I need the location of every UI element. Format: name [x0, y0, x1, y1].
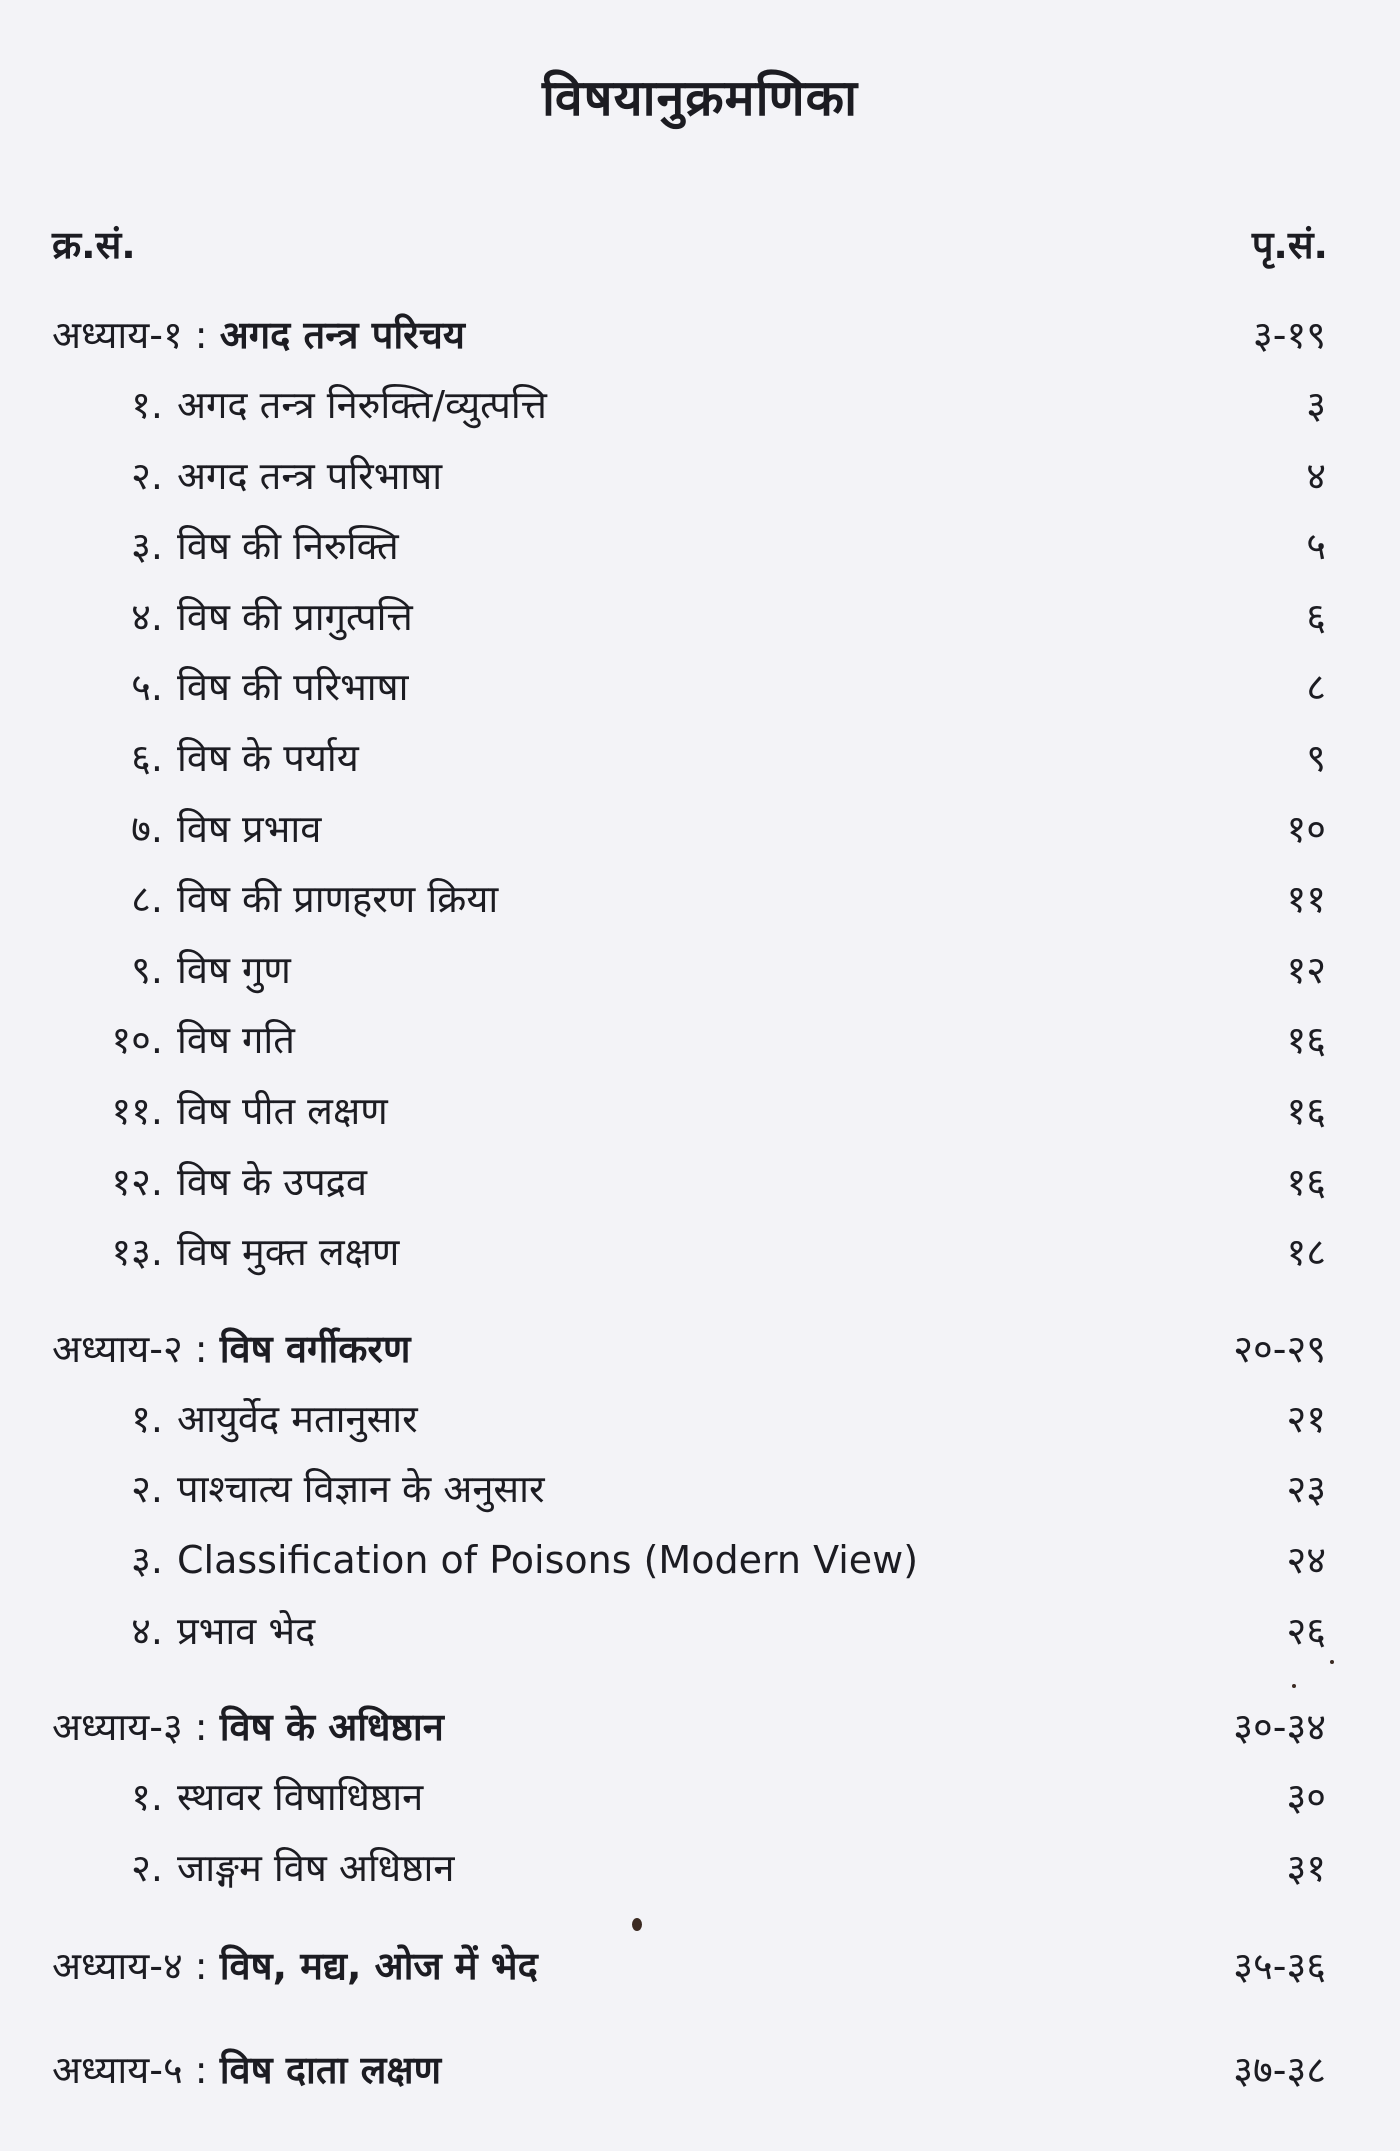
entry-number: २.: [131, 453, 163, 498]
spacer: [208, 2048, 220, 2092]
entry-page-number: ४: [1306, 453, 1326, 498]
entry-page-number: १२: [1286, 947, 1326, 992]
toc-entry: [0, 935, 1400, 1006]
table-of-contents: [0, 300, 1400, 2105]
chapter-title: विष के अधिष्ठान: [219, 1705, 444, 1750]
entry-title: पाश्चात्य विज्ञान के अनुसार: [177, 1467, 545, 1512]
entry-title: विष की प्रागुत्पत्ति: [177, 594, 413, 639]
entry-number: ९.: [131, 947, 163, 992]
entry-number: ७.: [131, 806, 163, 851]
toc-entry: [0, 1217, 1400, 1288]
entry-number: ३.: [131, 1537, 163, 1582]
chapter-number: अध्याय-५ :: [52, 2048, 208, 2093]
entry-title: विष के उपद्रव: [177, 1159, 367, 1204]
entry-number: ६.: [131, 735, 163, 780]
entry-page-number: ५: [1306, 524, 1326, 569]
entry-page-number: २४: [1286, 1537, 1326, 1582]
entry-title: विष की प्राणहरण क्रिया: [177, 877, 499, 922]
entry-page-number: ६: [1306, 594, 1326, 639]
toc-entry: [0, 794, 1400, 865]
entry-page-number: ९: [1306, 735, 1326, 780]
chapter-heading: [52, 1931, 538, 2001]
page-title: विषयानुक्रमणिका: [541, 69, 859, 127]
chapter-heading: [52, 1314, 410, 1384]
chapter-number: अध्याय-४ :: [52, 1944, 208, 1989]
toc-entry: [0, 1833, 1400, 1904]
entry-title: स्थावर विषाधिष्ठान: [177, 1775, 424, 1820]
entry-number: ४.: [131, 594, 163, 639]
entry-number: २.: [131, 1467, 163, 1512]
chapter-number: अध्याय-३ :: [52, 1705, 208, 1750]
entry-title: विष प्रभाव: [177, 806, 322, 851]
toc-entry: [0, 511, 1400, 582]
toc-entry: [0, 582, 1400, 653]
entry-page-number: ११: [1286, 877, 1326, 922]
chapter-page-range: ३०-३४: [1233, 1705, 1326, 1750]
chapter-page-range: २०-२९: [1233, 1326, 1326, 1371]
toc-entry: [0, 1384, 1400, 1455]
toc-entry: [0, 1596, 1400, 1667]
chapter-row: [0, 2035, 1400, 2105]
entry-page-number: २१: [1286, 1396, 1326, 1441]
toc-entry: [0, 1076, 1400, 1147]
chapter-heading: [52, 1692, 444, 1762]
entry-number: १.: [131, 1775, 163, 1820]
entry-title: विष के पर्याय: [177, 735, 359, 780]
entry-title: विष गति: [177, 1018, 295, 1063]
entry-page-number: १६: [1286, 1018, 1326, 1063]
toc-entry: [0, 370, 1400, 441]
chapter-title: विष वर्गीकरण: [219, 1326, 411, 1371]
chapter-page-range: ३५-३६: [1233, 1944, 1326, 1989]
entry-title: विष पीत लक्षण: [177, 1088, 388, 1133]
chapter-title: अगद तन्त्र परिचय: [219, 313, 465, 357]
entry-page-number: ३: [1306, 383, 1326, 427]
entry-page-number: २६: [1286, 1608, 1326, 1653]
spacer: [208, 1705, 220, 1749]
entry-page-number: १६: [1286, 1159, 1326, 1204]
chapter-page-range: ३-१९: [1253, 313, 1326, 357]
chapter-row: [0, 1314, 1400, 1384]
entry-title: आयुर्वेद मतानुसार: [177, 1396, 418, 1441]
chapter-heading: [52, 300, 465, 370]
chapter-title: विष दाता लक्षण: [219, 2048, 442, 2093]
chapter-heading: [52, 2035, 441, 2105]
entry-page-number: ३१: [1286, 1845, 1326, 1890]
chapter-row: [0, 1931, 1400, 2001]
entry-title: विष गुण: [177, 947, 291, 992]
entry-number: १२.: [111, 1159, 163, 1204]
ink-speck: [1292, 1684, 1296, 1688]
entry-title: विष की निरुक्ति: [177, 524, 399, 569]
toc-entry: [0, 441, 1400, 512]
toc-entry: [0, 1454, 1400, 1525]
toc-entry: [0, 864, 1400, 935]
toc-entry: [0, 1147, 1400, 1218]
spacer: [208, 313, 220, 357]
toc-entry: [0, 1005, 1400, 1076]
entry-title: Classification of Poisons (Modern View): [177, 1537, 919, 1582]
entry-title: विष मुक्त लक्षण: [177, 1230, 400, 1275]
entry-number: १.: [131, 1396, 163, 1441]
spacer: [208, 1327, 220, 1371]
entry-number: १०.: [111, 1018, 163, 1063]
entry-title: प्रभाव भेद: [177, 1608, 316, 1653]
chapter-number: अध्याय-१ :: [52, 313, 208, 357]
ink-speck: [1330, 1660, 1334, 1664]
entry-title: जाङ्गम विष अधिष्ठान: [177, 1845, 455, 1890]
chapter-row: [0, 300, 1400, 370]
entry-page-number: ३०: [1286, 1775, 1326, 1820]
entry-page-number: ८: [1306, 665, 1326, 710]
entry-number: २.: [131, 1845, 163, 1890]
entry-number: ४.: [131, 1608, 163, 1653]
chapter-title: विष, मद्य, ओज में भेद: [219, 1944, 538, 1989]
entry-page-number: १६: [1286, 1088, 1326, 1133]
toc-entry: [0, 723, 1400, 794]
page-column-header: पृ.सं.: [1251, 223, 1328, 267]
entry-number: ५.: [131, 665, 163, 710]
toc-entry: [0, 1762, 1400, 1833]
serial-column-header: क्र.सं.: [52, 223, 136, 267]
entry-number: १३.: [111, 1230, 163, 1275]
chapter-page-range: ३७-३८: [1233, 2048, 1326, 2093]
entry-title: अगद तन्त्र परिभाषा: [177, 453, 443, 498]
entry-number: ८.: [131, 877, 163, 922]
spacer: [208, 1944, 220, 1988]
entry-title: विष की परिभाषा: [177, 665, 409, 710]
chapter-number: अध्याय-२ :: [52, 1326, 208, 1371]
entry-page-number: २३: [1286, 1467, 1326, 1512]
entry-page-number: १८: [1286, 1230, 1326, 1275]
entry-number: १.: [131, 383, 163, 427]
entry-number: ११.: [111, 1088, 163, 1133]
entry-page-number: १०: [1286, 806, 1326, 851]
entry-number: ३.: [131, 524, 163, 569]
ink-speck: [632, 1918, 642, 1931]
toc-entry: [0, 1525, 1400, 1596]
entry-title: अगद तन्त्र निरुक्ति/व्युत्पत्ति: [177, 383, 547, 427]
toc-entry: [0, 652, 1400, 723]
chapter-row: [0, 1692, 1400, 1762]
